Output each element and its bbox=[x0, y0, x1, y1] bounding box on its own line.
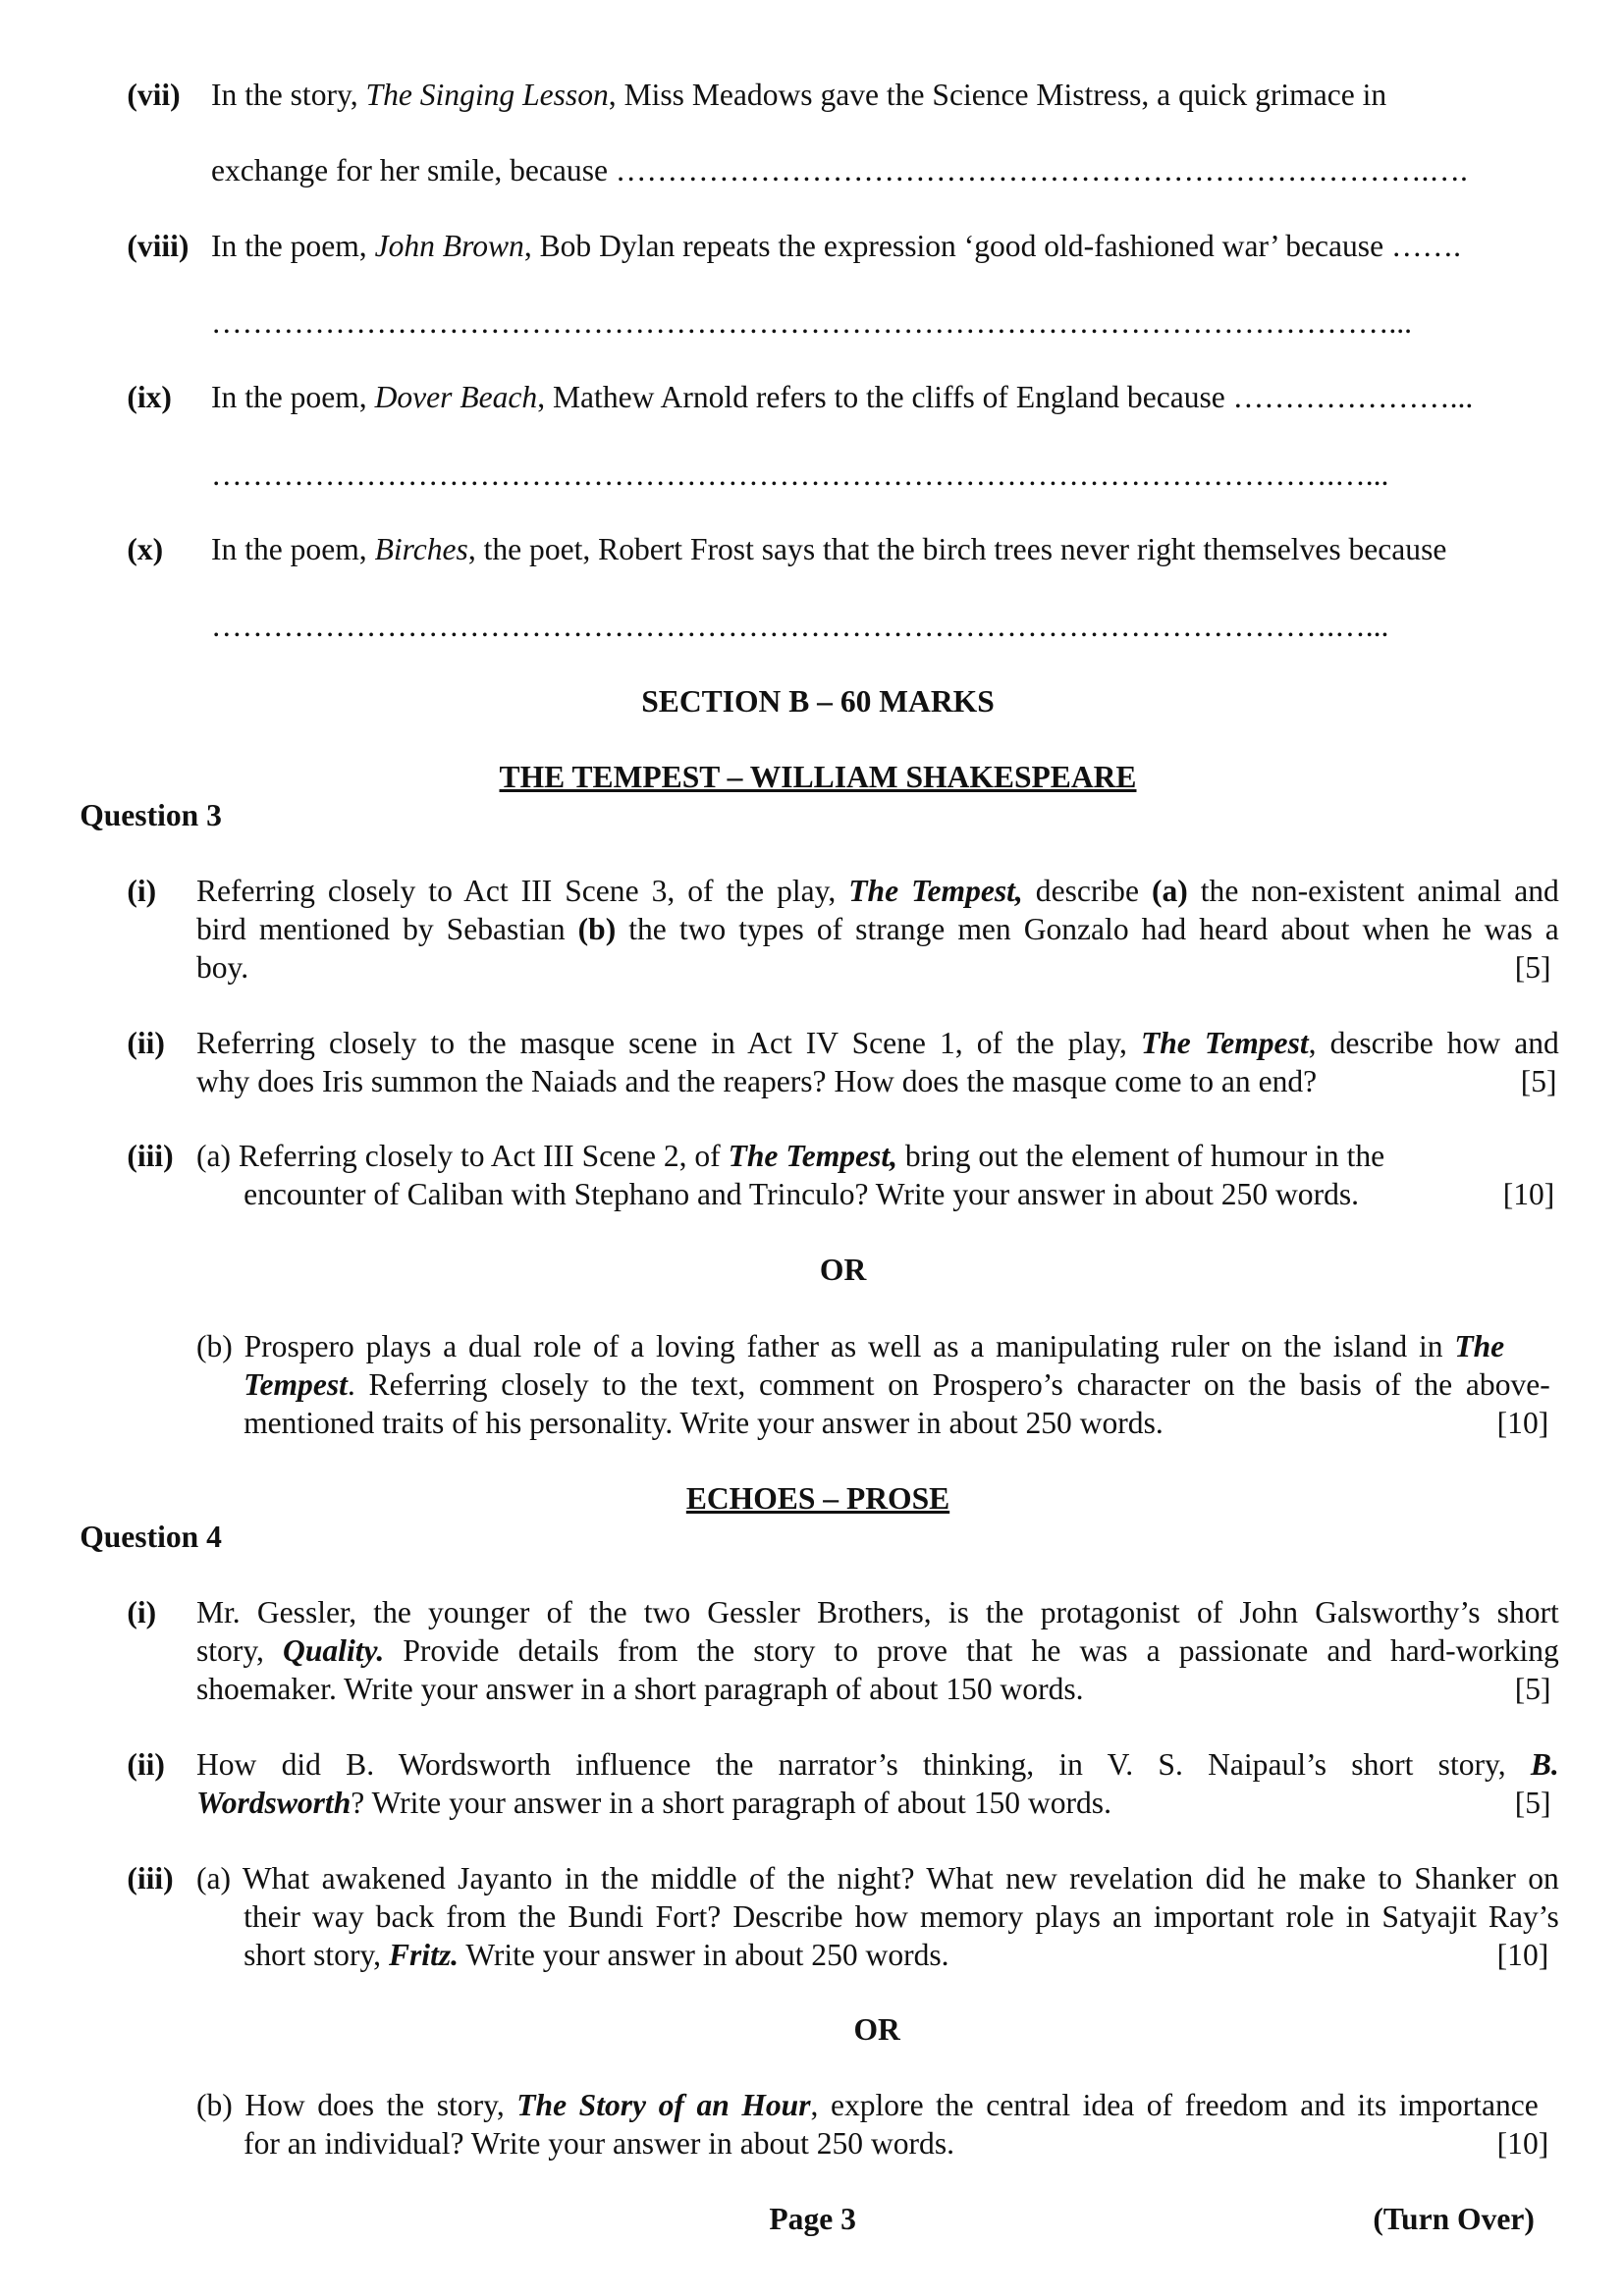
q3-iii-b-l2a: Tempest bbox=[244, 1367, 348, 1403]
q2-vii-number: (vii) bbox=[127, 78, 181, 113]
q3-iii-a-line1 bbox=[196, 1138, 1384, 1175]
q3-iii-b-l2b: . Referring closely to the text, comment on Prospero’s character on the basis of the above- bbox=[347, 1367, 1550, 1403]
q3-iii-number: (iii) bbox=[127, 1139, 174, 1174]
q3-i-line2 bbox=[196, 911, 1559, 948]
q2-viii-blank: ……………………………………………………………………………………………………... bbox=[211, 304, 1413, 340]
q4-iii-a-marks: [10] bbox=[1496, 1937, 1549, 1972]
q3-iii-a-marks: [10] bbox=[1502, 1177, 1555, 1212]
q4-i-l2b: Quality. bbox=[283, 1633, 385, 1669]
q2-x-number: (x) bbox=[127, 532, 164, 567]
q3-i-l1b: The Tempest, bbox=[848, 873, 1023, 908]
q3-ii-line1 bbox=[196, 1025, 1559, 1062]
q4-iii-b-l1b: The Story of an Hour bbox=[516, 2088, 811, 2123]
q2-ix-number: (ix) bbox=[127, 380, 172, 415]
q2-ix-pre: In the poem, bbox=[211, 380, 375, 415]
question-4-label: Question 4 bbox=[80, 1520, 222, 1555]
q3-ii-l1b: The Tempest bbox=[1140, 1025, 1309, 1060]
turn-over-label: (Turn Over) bbox=[1373, 2201, 1535, 2236]
q3-i-l2a: bird mentioned by Sebastian bbox=[195, 911, 578, 946]
q4-iii-b-l1a: (b) How does the story, bbox=[195, 2088, 517, 2123]
q4-ii-line2 bbox=[196, 1785, 1111, 1822]
q4-ii-l1a: How did B. Wordsworth influence the narrator’s thinking, in V. S. Naipaul’s short story, bbox=[195, 1746, 1531, 1782]
q4-ii-number: (ii) bbox=[127, 1746, 165, 1782]
q2-ix-blank: ……………………………………………………………………………………………….…... bbox=[211, 456, 1389, 492]
q3-ii-line2: why does Iris summon the Naiads and the reapers? How does the masque come to an end? bbox=[195, 1063, 1318, 1098]
q3-iii-b-line2 bbox=[244, 1366, 1550, 1404]
q3-i-line3: boy. bbox=[195, 949, 249, 985]
q4-i-line2 bbox=[196, 1632, 1559, 1670]
q4-ii-line1 bbox=[196, 1746, 1559, 1784]
q2-vii-title: The Singing Lesson bbox=[365, 78, 609, 113]
q3-ii-marks: [5] bbox=[1520, 1063, 1557, 1098]
q2-viii-text bbox=[211, 228, 1461, 265]
q3-iii-a-l1c: bring out the element of humour in the bbox=[897, 1139, 1385, 1174]
q2-vii-blank: exchange for her smile, because …………………………………………………………………….…. bbox=[211, 152, 1468, 187]
q4-iii-b-line2: for an individual? Write your answer in about 250 words. bbox=[244, 2126, 955, 2162]
q4-iii-number: (iii) bbox=[127, 1860, 174, 1896]
q2-vii-text bbox=[211, 77, 1386, 114]
q2-x-post: , the poet, Robert Frost says that the birch trees never right themselves because bbox=[467, 532, 1447, 567]
tempest-heading: THE TEMPEST – WILLIAM SHAKESPEARE bbox=[499, 759, 1137, 794]
q3-i-number: (i) bbox=[127, 873, 157, 908]
q4-ii-l2b: ? Write your answer in a short paragraph of about 150 words. bbox=[351, 1785, 1111, 1820]
q2-ix-post: , Mathew Arnold refers to the cliffs of England because …………………... bbox=[537, 380, 1474, 415]
q3-iii-b-l1a: (b) Prospero plays a dual role of a loving father as well as a manipulating ruler on the island in bbox=[195, 1329, 1455, 1364]
q2-vii-post: , Miss Meadows gave the Science Mistress, a quick grimace in bbox=[608, 78, 1387, 113]
q2-viii-pre: In the poem, bbox=[211, 228, 375, 263]
q2-vii-pre: In the story, bbox=[211, 78, 366, 113]
q4-iii-a-l3b: Fritz. bbox=[388, 1937, 460, 1972]
q4-iii-a-line1: (a) What awakened Jayanto in the middle of the night? What new revelation did he make to Shanker on bbox=[195, 1860, 1559, 1896]
echoes-heading: ECHOES – PROSE bbox=[685, 1481, 950, 1517]
q4-iii-b-marks: [10] bbox=[1496, 2126, 1549, 2162]
q4-or-separator: OR bbox=[853, 2012, 900, 2048]
section-b-heading: SECTION B – 60 MARKS bbox=[641, 684, 995, 720]
q4-i-number: (i) bbox=[127, 1594, 157, 1629]
q4-i-line1: Mr. Gessler, the younger of the two Gessler Brothers, is the protagonist of John Galsworthy’s short bbox=[195, 1594, 1559, 1629]
q4-iii-a-line3 bbox=[244, 1937, 948, 1974]
q4-ii-l1b: B. bbox=[1530, 1746, 1559, 1782]
q3-ii-number: (ii) bbox=[127, 1025, 165, 1060]
q3-or-separator: OR bbox=[819, 1253, 867, 1288]
q3-i-l2b: (b) bbox=[577, 911, 617, 946]
q4-iii-a-l3a: short story, bbox=[244, 1937, 389, 1972]
q2-x-text bbox=[211, 531, 1446, 568]
q3-iii-a-l1a: (a) Referring closely to Act III Scene 2, of bbox=[195, 1139, 729, 1174]
q3-iii-b-l1b: The bbox=[1454, 1329, 1505, 1364]
q2-viii-post: , Bob Dylan repeats the expression ‘good old-fashioned war’ because ……. bbox=[523, 228, 1462, 263]
q4-iii-b-l1c: , explore the central idea of freedom and its importance bbox=[810, 2088, 1539, 2123]
q3-iii-b-marks: [10] bbox=[1496, 1406, 1549, 1441]
q4-iii-b-line1 bbox=[196, 2087, 1539, 2124]
q3-iii-a-l1b: The Tempest, bbox=[728, 1139, 898, 1174]
q3-i-l1d: (a) bbox=[1151, 873, 1188, 908]
q2-viii-title: John Brown bbox=[374, 228, 524, 263]
q2-viii-number: (viii) bbox=[127, 228, 189, 263]
q2-x-pre: In the poem, bbox=[211, 532, 375, 567]
q3-iii-b-line3: mentioned traits of his personality. Write your answer in about 250 words. bbox=[244, 1406, 1164, 1441]
q4-iii-a-line2: their way back from the Bundi Fort? Describe how memory plays an important role in Satyajit Ray’s bbox=[244, 1898, 1559, 1934]
q2-x-title: Birches bbox=[374, 532, 468, 567]
q3-i-l2c: the two types of strange men Gonzalo had heard about when he was a bbox=[616, 911, 1559, 946]
q3-ii-l1c: , describe how and bbox=[1308, 1025, 1559, 1060]
q4-iii-a-l3c: Write your answer in about 250 words. bbox=[459, 1937, 949, 1972]
q4-i-l2c: Provide details from the story to prove that he was a passionate and hard-working bbox=[384, 1633, 1559, 1669]
q4-i-marks: [5] bbox=[1514, 1672, 1551, 1707]
q3-i-l1c: describe bbox=[1022, 873, 1152, 908]
q3-iii-a-line2: encounter of Caliban with Stephano and Trinculo? Write your answer in about 250 words. bbox=[244, 1177, 1360, 1212]
page-number: Page 3 bbox=[769, 2201, 856, 2236]
q3-i-line1 bbox=[196, 873, 1559, 910]
question-3-label: Question 3 bbox=[80, 797, 222, 832]
q4-ii-l2a: Wordsworth bbox=[195, 1785, 352, 1820]
q4-i-l2a: story, bbox=[195, 1633, 284, 1669]
q4-ii-marks: [5] bbox=[1514, 1785, 1551, 1820]
q2-ix-title: Dover Beach bbox=[374, 380, 538, 415]
q3-i-marks: [5] bbox=[1514, 949, 1551, 985]
q2-ix-text bbox=[211, 379, 1473, 416]
q3-i-l1e: the non-existent animal and bbox=[1187, 873, 1559, 908]
q3-iii-b-line1 bbox=[196, 1328, 1504, 1365]
q2-x-blank: ……………………………………………………………………………………………….…... bbox=[211, 609, 1389, 644]
q4-i-line3: shoemaker. Write your answer in a short paragraph of about 150 words. bbox=[195, 1672, 1084, 1707]
q3-i-l1a: Referring closely to Act III Scene 3, of the play, bbox=[195, 873, 849, 908]
q3-ii-l1a: Referring closely to the masque scene in Act IV Scene 1, of the play, bbox=[195, 1025, 1141, 1060]
